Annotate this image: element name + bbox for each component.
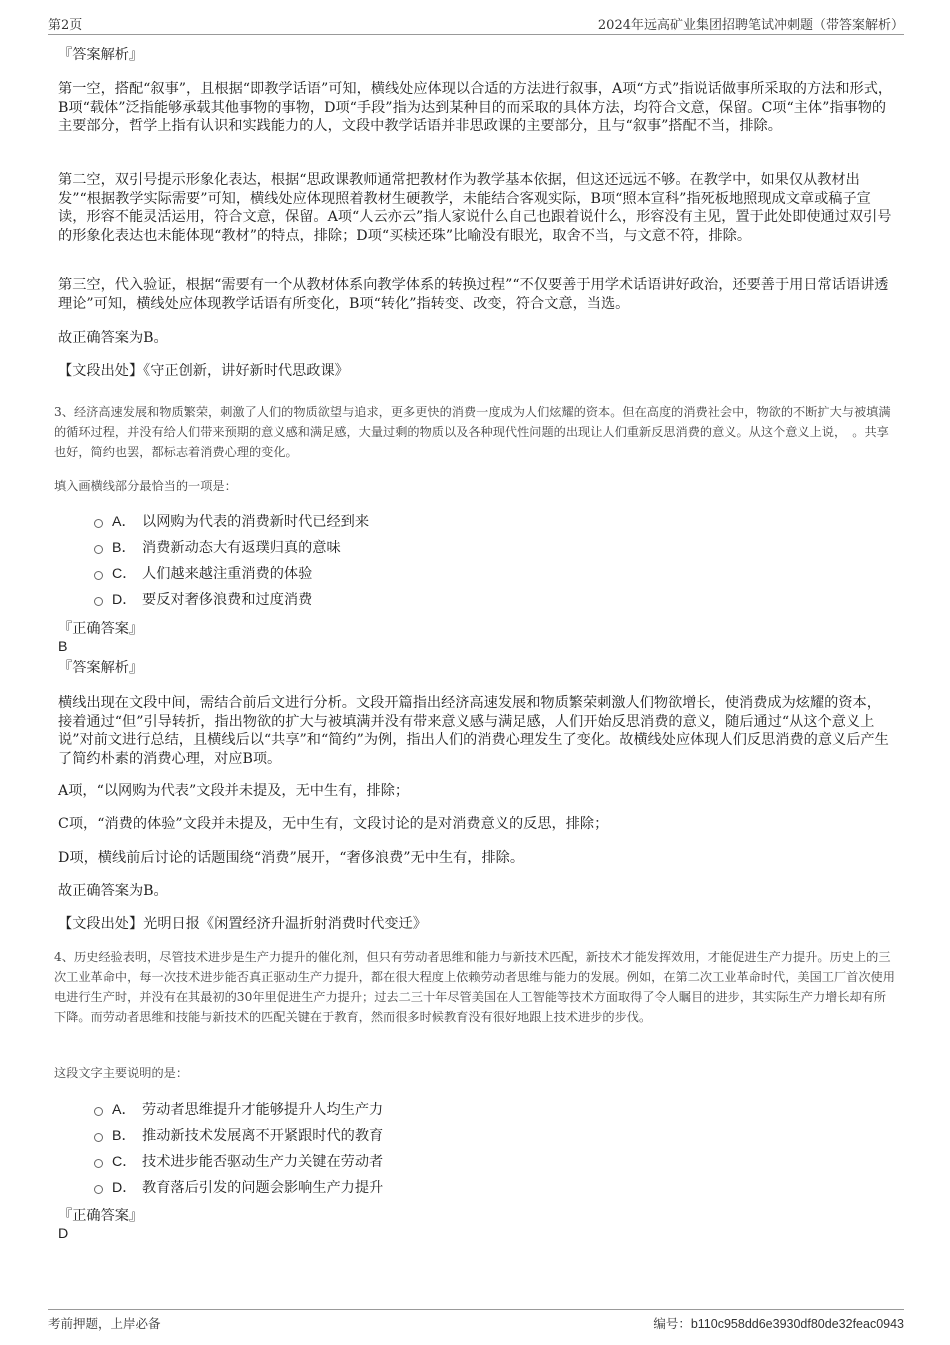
option-b[interactable]: B． 推动新技术发展离不开紧跟时代的教育 bbox=[54, 1126, 890, 1152]
question-3-prompt: 填入画横线部分最恰当的一项是： bbox=[54, 479, 237, 493]
document-code: 编号：b110c958dd6e3930df80de32feac0943 bbox=[653, 1316, 904, 1331]
footer-slogan: 考前押题，上岸必备 bbox=[48, 1316, 161, 1331]
page-number: 第2页 bbox=[48, 18, 83, 33]
conclusion: 故正确答案为B。 bbox=[58, 330, 168, 346]
radio-icon[interactable] bbox=[94, 1185, 103, 1194]
source-text: 《守正创新，讲好新时代思政课》 bbox=[143, 363, 349, 379]
source-line bbox=[58, 362, 894, 381]
source-label: 【文段出处】 bbox=[58, 916, 144, 932]
source-line bbox=[58, 915, 894, 934]
option-c-note: C项，“消费的体验”文段并未提及，无中生有，文段讨论的是对消费意义的反思，排除； bbox=[58, 816, 609, 832]
radio-icon[interactable] bbox=[94, 597, 103, 606]
document-title: 2024年远高矿业集团招聘笔试冲刺题（带答案解析） bbox=[597, 18, 904, 33]
option-a[interactable]: A． 以网购为代表的消费新时代已经到来 bbox=[54, 512, 890, 538]
radio-icon[interactable] bbox=[94, 1159, 103, 1168]
analysis-paragraph-1: 第一空，搭配“叙事”，且根据“即教学话语”可知，横线处应体现以合适的方法进行叙事，A项“方式”指说话做事所采取的方法和形式，B项“载体”泛指能够承载其他事物的事物，D项“手段”指为达到某种目的而采取的具体方法，均符合文意，保留。C项“主体”指事物的主要部分，哲学上指有认识和实践能力的人，文段中教学话语并非思政课的主要部分，且与“叙事”搭配不当，排除。 bbox=[58, 81, 893, 134]
page-header bbox=[48, 12, 904, 35]
conclusion: 故正确答案为B。 bbox=[58, 883, 168, 899]
radio-icon[interactable] bbox=[94, 545, 103, 554]
correct-answer: B bbox=[58, 639, 68, 655]
analysis-label: 『答案解析』 bbox=[58, 47, 144, 63]
analysis-paragraph-3: 第三空，代入验证，根据“需要有一个从教材体系向教学体系的转换过程”“不仅要善于用学术话语讲好政治，还要善于用日常话语讲透理论”可知，横线处应体现教学话语有所变化，B项“转化”指转变、改变，符合文意，当选。 bbox=[58, 277, 889, 312]
radio-icon[interactable] bbox=[94, 1133, 103, 1142]
question-3-analysis: 横线出现在文段中间，需结合前后文进行分析。文段开篇指出经济高速发展和物质繁荣刺激人们物欲增长，使消费成为炫耀的资本，接着通过“但”引导转折，指出物欲的扩大与被填满并没有带来意义感与满足感，人们开始反思消费的意义，随后通过“从这个意义上说”对前文进行总结，且横线后以“共享”和“简约”为例，指出人们的消费心理发生了变化。故横线处应体现人们反思消费的意义后产生了简约朴素的消费心理，对应B项。 bbox=[58, 695, 889, 767]
option-a[interactable]: A． 劳动者思维提升才能够提升人均生产力 bbox=[54, 1100, 890, 1126]
source-text: 光明日报《闲置经济升温折射消费时代变迁》 bbox=[143, 916, 427, 932]
radio-icon[interactable] bbox=[94, 1107, 103, 1116]
option-c[interactable]: C． 人们越来越注重消费的体验 bbox=[54, 564, 890, 590]
analysis-label: 『答案解析』 bbox=[58, 660, 144, 676]
question-3-stem: 3、经济高速发展和物质繁荣，刺激了人们的物质欲望与追求，更多更快的消费一度成为人们炫耀的资本。但在高度的消费社会中，物欲的不断扩大与被填满的循环过程，并没有给人们带来预期的意义感和满足感，大量过剩的物质以及各种现代性问题的出现让人们重新反思消费的意义。从这个意义上说， 。共享也好，简约也罢，都标志着消费心理的变化。 bbox=[54, 405, 891, 459]
page-footer bbox=[48, 1309, 904, 1332]
correct-answer-label: 『正确答案』 bbox=[58, 621, 144, 637]
question-3-options bbox=[54, 512, 890, 616]
option-d[interactable]: D． 要反对奢侈浪费和过度消费 bbox=[54, 590, 890, 616]
option-d[interactable]: D． 教育落后引发的问题会影响生产力提升 bbox=[54, 1178, 890, 1204]
question-4-options bbox=[54, 1100, 890, 1204]
option-d-note: D项，横线前后讨论的话题围绕“消费”展开，“奢侈浪费”无中生有，排除。 bbox=[58, 850, 525, 866]
question-4-prompt: 这段文字主要说明的是： bbox=[54, 1066, 189, 1080]
option-a-note: A项，“以网购为代表”文段并未提及，无中生有，排除； bbox=[58, 783, 410, 799]
radio-icon[interactable] bbox=[94, 571, 103, 580]
question-4-stem: 4、历史经验表明，尽管技术进步是生产力提升的催化剂，但只有劳动者思维和能力与新技术匹配，新技术才能发挥效用，才能促进生产力提升。历史上的三次工业革命中，每一次技术进步能否真正驱动生产力提升，都在很大程度上依赖劳动者思维与能力的发展。例如，在第二次工业革命时代，美国工厂首次使用电进行生产时，并没有在其最初的30年里促进生产力提升；过去二三十年尽管美国在人工智能等技术方面取得了令人瞩目的进步，其实际生产力增长却有所下降。而劳动者思维和技能与新技术的匹配关键在于教育，然而很多时候教育没有很好地跟上技术进步的步伐。 bbox=[54, 950, 895, 1024]
analysis-paragraph-2: 第二空，双引号提示形象化表达，根据“思政课教师通常把教材作为教学基本依据，但这还远远不够。在教学中，如果仅从教材出发”“根据教学实际需要”可知，横线处应体现照着教材生硬教学，未能结合客观实际，B项“照本宣科”指死板地照现成文章或稿子宣读，形容不能灵活运用，符合文意，保留。A项“人云亦云”指人家说什么自己也跟着说什么，形容没有主见，置于此处即使通过双引号的形象化表达也未能体现“教材”的特点，排除；D项“买椟还珠”比喻没有眼光，取舍不当，与文意不符，排除。 bbox=[58, 172, 892, 244]
option-c[interactable]: C． 技术进步能否驱动生产力关键在劳动者 bbox=[54, 1152, 890, 1178]
radio-icon[interactable] bbox=[94, 519, 103, 528]
correct-answer: D bbox=[58, 1226, 69, 1242]
source-label: 【文段出处】 bbox=[58, 363, 144, 379]
correct-answer-label: 『正确答案』 bbox=[58, 1208, 144, 1224]
option-b[interactable]: B． 消费新动态大有返璞归真的意味 bbox=[54, 538, 890, 564]
